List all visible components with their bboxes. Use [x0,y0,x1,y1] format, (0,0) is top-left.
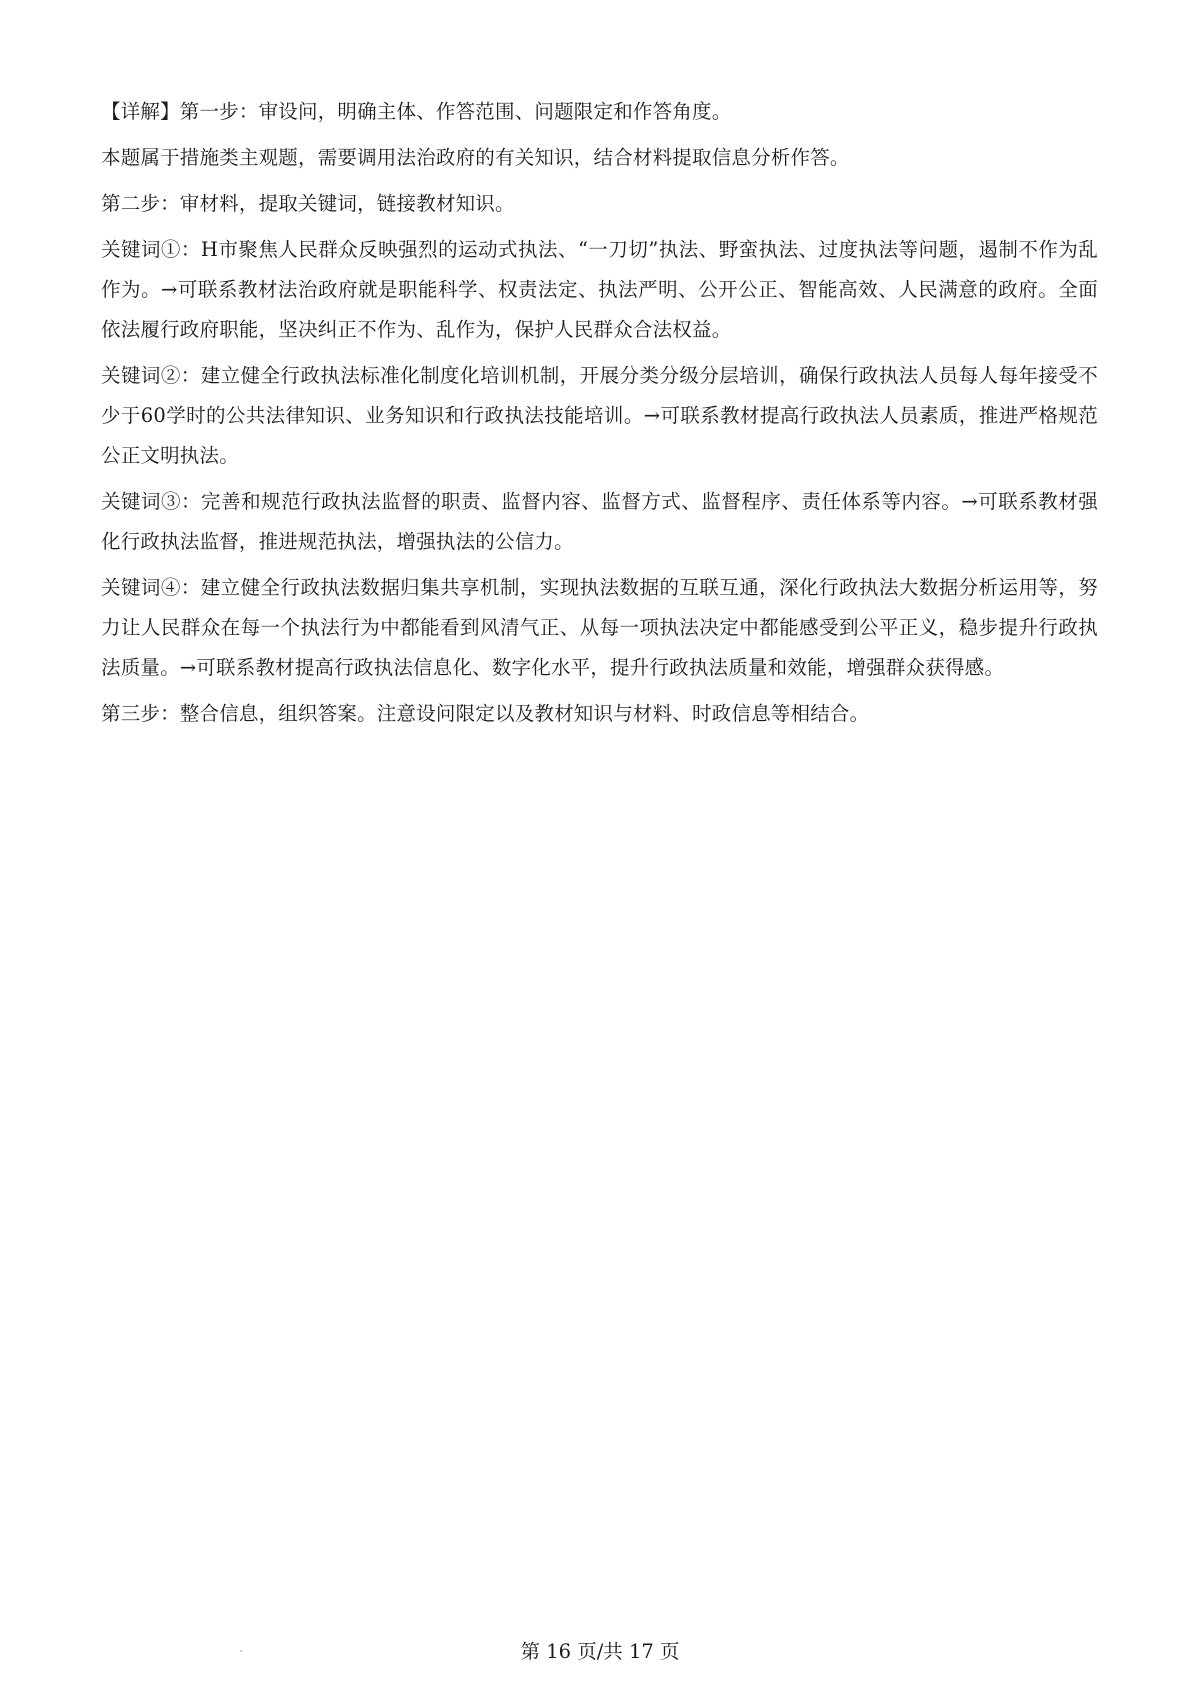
paragraph-step-three: 第三步：整合信息，组织答案。注意设问限定以及教材知识与材料、时政信息等相结合。 [101,702,870,725]
paragraph-step-one: 【详解】第一步：审设问，明确主体、作答范围、问题限定和作答角度。 [101,100,732,123]
paragraph-keyword-1: 关键词①：H市聚焦人民群众反映强烈的运动式执法、“一刀切”执法、野蛮执法、过度执法等问题，遏制不作为乱作为。→可联系教材法治政府就是职能科学、权责法定、执法严明、公开公正、智能高效、人民满意的政府。全面依法履行政府职能，坚决纠正不作为、乱作为，保护人民群众合法权益。 [101,238,1098,341]
paragraph-keyword-4: 关键词④：建立健全行政执法数据归集共享机制，实现执法数据的互联互通，深化行政执法大数据分析运用等，努力让人民群众在每一个执法行为中都能看到风清气正、从每一项执法决定中都能感受到公平正义，稳步提升行政执法质量。→可联系教材提高行政执法信息化、数字化水平，提升行政执法质量和效能，增强群众获得感。 [101,576,1098,679]
paragraph-question-type: 本题属于措施类主观题，需要调用法治政府的有关知识，结合材料提取信息分析作答。 [101,146,850,169]
answer-explanation [101,92,1098,740]
paragraph-step-two: 第二步：审材料，提取关键词，链接教材知识。 [101,192,515,215]
paragraph-keyword-3: 关键词③：完善和规范行政执法监督的职责、监督内容、监督方式、监督程序、责任体系等内容。→可联系教材强化行政执法监督，推进规范执法，增强执法的公信力。 [101,490,1098,553]
paragraph-keyword-2: 关键词②：建立健全行政执法标准化制度化培训机制，开展分类分级分层培训，确保行政执法人员每人每年接受不少于60学时的公共法律知识、业务知识和行政执法技能培训。→可联系教材提高行政执法人员素质，推进严格规范公正文明执法。 [101,364,1098,467]
page-number: 第 16 页/共 17 页 [520,1640,680,1663]
